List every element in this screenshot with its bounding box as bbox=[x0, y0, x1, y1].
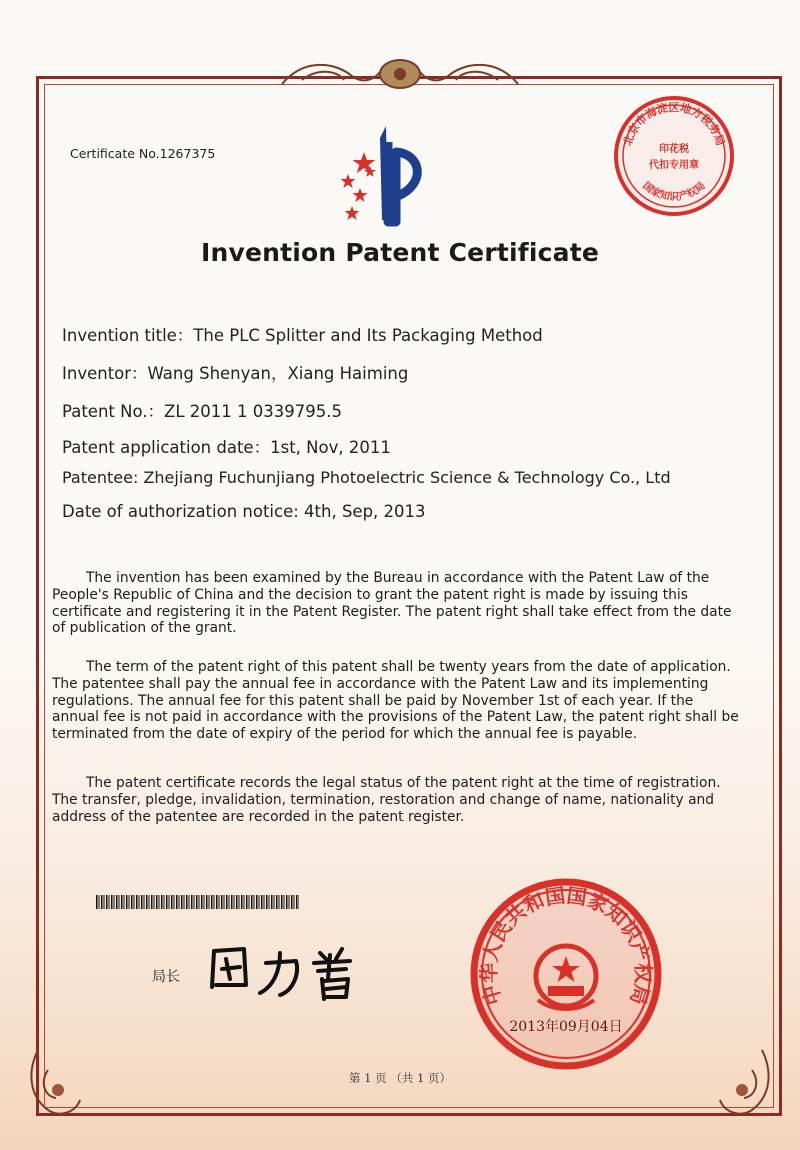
seal-top-text: 北京市海淀区地方税务局 bbox=[620, 100, 728, 148]
top-ornament-icon bbox=[262, 50, 538, 96]
tax-bureau-seal-icon bbox=[612, 94, 736, 218]
paragraph-text: The invention has been examined by the Bureau in accordance with the Patent Law of the People's Republic of China and the decision to grant the patent right is made by issuing this certificate and registering it in the Patent Register. The patent right shall take effect from the date of publication of the grant. bbox=[52, 570, 732, 637]
field-patentee bbox=[62, 468, 671, 487]
seal-date: 2013年09月04日 bbox=[509, 1019, 623, 1035]
field-value: 1st, Nov, 2011 bbox=[270, 438, 391, 457]
field-authorization-date bbox=[62, 502, 426, 521]
page-footer: 第 1 页 （共 1 页） bbox=[349, 1071, 451, 1085]
field-value: Wang Shenyan，Xiang Haiming bbox=[147, 364, 409, 383]
field-label: Invention title： bbox=[62, 326, 194, 345]
field-label: Date of authorization notice: bbox=[62, 502, 305, 521]
paragraph-examination bbox=[52, 570, 740, 637]
field-label: Patentee: bbox=[62, 468, 144, 487]
barcode-icon bbox=[96, 895, 299, 909]
field-value: 4th, Sep, 2013 bbox=[304, 502, 426, 521]
certificate-title: Invention Patent Certificate bbox=[200, 238, 600, 267]
paragraph-text: The patent certificate records the legal status of the patent right at the time of registration. The transfer, pledge, invalidation, termination, restoration and change of name, nationality and address of the patentee are recorded in the patent register. bbox=[52, 775, 721, 825]
paragraph-term bbox=[52, 659, 740, 743]
seal-bottom-text: 国家知识产权局 bbox=[640, 180, 708, 203]
field-label: Inventor： bbox=[62, 364, 148, 383]
field-patent-number bbox=[62, 398, 342, 422]
director-label: 局长 bbox=[152, 969, 180, 985]
field-invention-title bbox=[62, 322, 543, 346]
field-value: The PLC Splitter and Its Packaging Method bbox=[193, 326, 543, 345]
paragraph-text: The term of the patent right of this patent shall be twenty years from the date of application. The patentee shall pay the annual fee in accordance with the Patent Law and its implementing regulations. The annual fee for this patent shall be paid by November 1st of each year. If the annual fee is not paid in accordance with the provisions of the Patent Law, the patent right shall be terminated from the date of expiry of the period for which the annual fee is payable. bbox=[52, 659, 739, 743]
field-label: Patent application date： bbox=[62, 438, 271, 457]
seal-center-text: 代扣专用章 bbox=[649, 160, 699, 171]
field-value: Zhejiang Fuchunjiang Photoelectric Science & Technology Co., Ltd bbox=[143, 468, 671, 487]
field-label: Patent No.： bbox=[62, 402, 165, 421]
certificate-number: Certificate No.1267375 bbox=[70, 146, 216, 161]
paragraph-legal-status bbox=[52, 775, 740, 825]
director-signature-icon bbox=[200, 935, 380, 1005]
patent-office-logo-icon bbox=[326, 122, 436, 232]
seal-center-text: 印花税 bbox=[659, 144, 689, 155]
seal-ring-text: 中华人民共和国国家知识产权局 bbox=[476, 883, 656, 1008]
field-value: ZL 2011 1 0339795.5 bbox=[164, 402, 342, 421]
field-inventor bbox=[62, 360, 408, 384]
national-ip-seal-icon bbox=[468, 876, 664, 1072]
field-application-date bbox=[62, 434, 391, 458]
